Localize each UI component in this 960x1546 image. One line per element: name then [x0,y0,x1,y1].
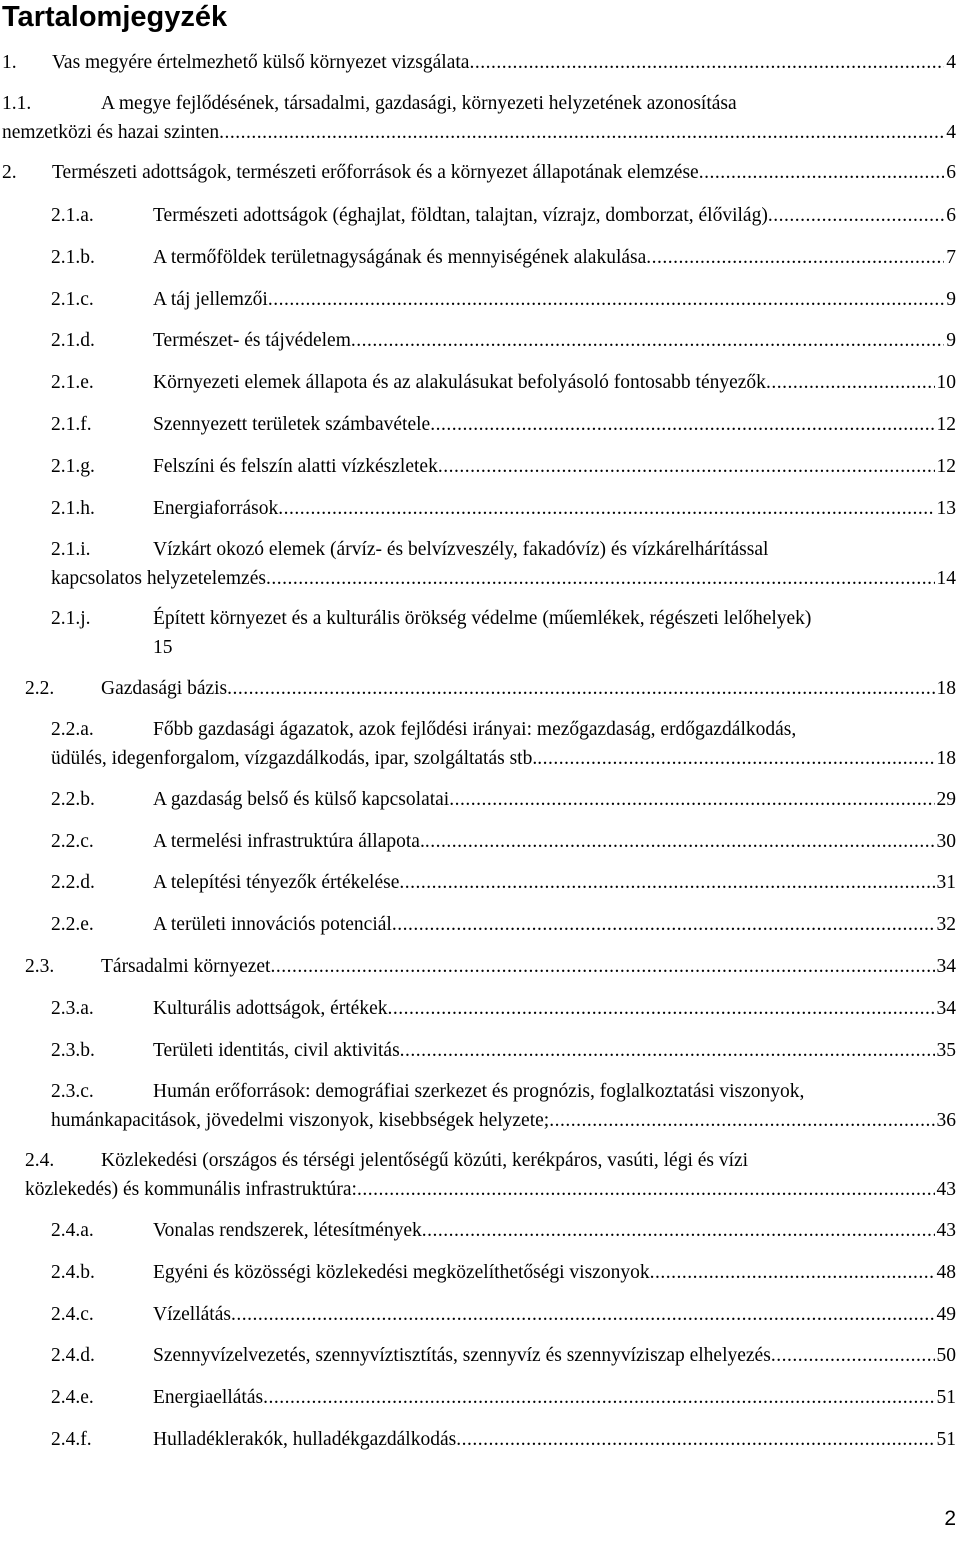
toc-entry-number: 2.1.d. [51,330,95,351]
toc-entry-number: 2.3.a. [51,998,94,1019]
toc-entry-page: 6 [946,205,956,226]
dot-leader [400,1038,935,1064]
toc-entry-title: Vonalas rendszerek, létesítmények [153,1220,422,1241]
toc-entry-number: 2.4.a. [51,1220,94,1241]
toc-entry-page: 51 [936,1429,956,1450]
dot-leader [549,1108,934,1134]
toc-entry-title: Humán erőforrások: demográfiai szerkezet és prognózis, foglalkoztatási viszonyok, [153,1081,805,1102]
toc-entry-title: A gazdaság belső és külső kapcsolatai [153,789,450,810]
toc-entry-number: 2.4.c. [51,1304,94,1325]
toc-entry-page: 14 [936,568,956,589]
toc-entry-title: Szennyezett területek számbavétele [153,414,431,435]
toc-entry-page: 31 [936,872,956,893]
toc-entry-page: 34 [936,998,956,1019]
toc-entry-title: Társadalmi környezet [101,956,271,977]
dot-leader [263,1385,934,1411]
dot-leader [219,120,944,146]
dot-leader [278,496,934,522]
toc-entry-page: 43 [936,1179,956,1200]
toc-entry-number: 2.1.j. [51,608,91,629]
toc-entry-title: A megye fejlődésének, társadalmi, gazdasági, környezeti helyzetének azonosítása [101,93,737,114]
toc-entry-title-continued: humánkapacitások, jövedelmi viszonyok, kisebbségek helyzete; [51,1110,550,1131]
toc-entry-number: 2.3. [25,956,55,977]
toc-entry-title: Egyéni és közösségi közlekedési megközelíthetőségi viszonyok [153,1262,650,1283]
toc-entry-page: 9 [946,289,956,310]
dot-leader [768,203,944,229]
toc-entry-title: Környezeti elemek állapota és az alakulásukat befolyásoló fontosabb tényezők [153,372,766,393]
toc-entry-title: Természeti adottságok, természeti erőforrások és a környezet állapotának elemzése [52,162,699,183]
dot-leader [268,287,944,313]
toc-entry-number: 2.1.g. [51,456,95,477]
toc-entry-page: 36 [936,1110,956,1131]
toc-entry-title: A telepítési tényezők értékelése [153,872,400,893]
toc-entry-title-continued: üdülés, idegenforgalom, vízgazdálkodás, ipar, szolgáltatás stb. [51,748,538,769]
dot-leader [537,746,934,772]
toc-entry-number: 2.4.d. [51,1345,95,1366]
toc-entry-title: A termőföldek területnagyságának és mennyiségének alakulása [153,247,647,268]
toc-entry-page: 29 [936,789,956,810]
toc-entry-number: 2.1.i. [51,539,91,560]
toc-entry-number: 2.3.c. [51,1081,94,1102]
dot-leader [469,50,944,76]
dot-leader [266,566,935,592]
toc-entry-title: Közlekedési (országos és térségi jelentőségű közúti, kerékpáros, vasúti, légi és vízi [101,1150,749,1171]
toc-entry-page: 51 [936,1387,956,1408]
toc-entry-title: Természet- és tájvédelem [153,330,351,351]
toc-entry-page: 15 [153,637,173,658]
toc-entry-title: Vízkárt okozó elemek (árvíz- és belvízveszély, fakadóvíz) és vízkárelhárítással [153,539,769,560]
dot-leader [699,160,945,186]
page-number: 2 [944,1507,956,1530]
toc-entry-title: Természeti adottságok (éghajlat, földtan, talajtan, vízrajz, domborzat, élővilág) [153,205,768,226]
dot-leader [438,454,935,480]
toc-entry-page: 34 [936,956,956,977]
dot-leader [646,245,944,271]
dot-leader [766,370,935,396]
toc-entry-page: 49 [936,1304,956,1325]
toc-entry-number: 2.2.e. [51,914,94,935]
toc-entry-number: 2.1.a. [51,205,94,226]
toc-entry-number: 2.4.e. [51,1387,94,1408]
toc-entry-page: 18 [936,678,956,699]
toc-entry-number: 2.4.b. [51,1262,95,1283]
toc-entry-title: Vízellátás [153,1304,231,1325]
toc-entry-number: 2.1.b. [51,247,95,268]
toc-entry-title: A termelési infrastruktúra állapota. [153,831,425,852]
toc-entry-number: 2.2. [25,678,55,699]
dot-leader [430,412,934,438]
toc-entry-page: 12 [936,414,956,435]
toc-entry-number: 2.2.b. [51,789,95,810]
toc-entry-title: Energiaellátás [153,1387,264,1408]
toc-entry-page: 18 [936,748,956,769]
dot-leader [650,1260,935,1286]
toc-entry-number: 2.4.f. [51,1429,92,1450]
toc-entry-number: 1. [2,52,17,73]
toc-entry-number: 2.1.f. [51,414,92,435]
dot-leader [771,1343,935,1369]
dot-leader [392,912,935,938]
toc-entry-number: 2. [2,162,17,183]
dot-leader [456,1427,934,1453]
dot-leader [227,676,934,702]
toc-entry-title-continued: nemzetközi és hazai szinten [2,122,220,143]
toc-entry-page: 43 [936,1220,956,1241]
toc-entry-title-continued: közlekedés) és kommunális infrastruktúra: [25,1179,357,1200]
toc-entry-title: Felszíni és felszín alatti vízkészletek [153,456,438,477]
toc-entry-page: 6 [946,162,956,183]
toc-entry-number: 2.1.c. [51,289,94,310]
toc-entry-page: 30 [936,831,956,852]
dot-leader [399,870,934,896]
toc-entry-title: Gazdasági bázis [101,678,228,699]
toc-entry-number: 2.3.b. [51,1040,95,1061]
toc-entry-number: 2.4. [25,1150,55,1171]
dot-leader [270,954,934,980]
toc-entry-title: A táj jellemzői [153,289,268,310]
toc-entry-page: 10 [936,372,956,393]
dot-leader [231,1302,935,1328]
toc-entry-title: Épített környezet és a kulturális örökség védelme (műemlékek, régészeti lelőhelyek) [153,608,812,629]
toc-heading: Tartalomjegyzék [2,1,228,33]
toc-entry-title: Szennyvízelvezetés, szennyvíztisztítás, szennyvíz és szennyvíziszap elhelyezés [153,1345,771,1366]
toc-entry-number: 2.1.h. [51,498,95,519]
toc-entry-title: Területi identitás, civil aktivitás [153,1040,400,1061]
toc-entry-page: 4 [946,122,956,143]
toc-entry-number: 2.2.a. [51,719,94,740]
toc-entry-title: Vas megyére értelmezhető külső környezet vizsgálata [52,52,470,73]
toc-entry-title: Főbb gazdasági ágazatok, azok fejlődési irányai: mezőgazdaság, erdőgazdálkodás, [153,719,797,740]
toc-entry-page: 35 [936,1040,956,1061]
toc-entry-page: 50 [936,1345,956,1366]
toc-entry-page: 13 [936,498,956,519]
toc-entry-number: 2.1.e. [51,372,94,393]
toc-entry-page: 12 [936,456,956,477]
toc-entry-page: 48 [936,1262,956,1283]
toc-entry-page: 32 [936,914,956,935]
toc-entry-title: Energiaforrások [153,498,279,519]
toc-entry-title-continued: kapcsolatos helyzetelemzés [51,568,266,589]
toc-entry-title: Hulladéklerakók, hulladékgazdálkodás [153,1429,457,1450]
toc-entry-page: 9 [946,330,956,351]
toc-entry-title: A területi innovációs potenciál [153,914,392,935]
toc-entry-title: Kulturális adottságok, értékek [153,998,388,1019]
toc-entry-number: 2.2.c. [51,831,94,852]
toc-entry-number: 1.1. [2,93,32,114]
dot-leader [449,787,934,813]
dot-leader [425,829,935,855]
dot-leader [357,1177,935,1203]
toc-entry-page: 4 [946,52,956,73]
dot-leader [351,328,944,354]
toc-entry-page: 7 [946,247,956,268]
dot-leader [422,1218,935,1244]
toc-entry-number: 2.2.d. [51,872,95,893]
dot-leader [387,996,934,1022]
